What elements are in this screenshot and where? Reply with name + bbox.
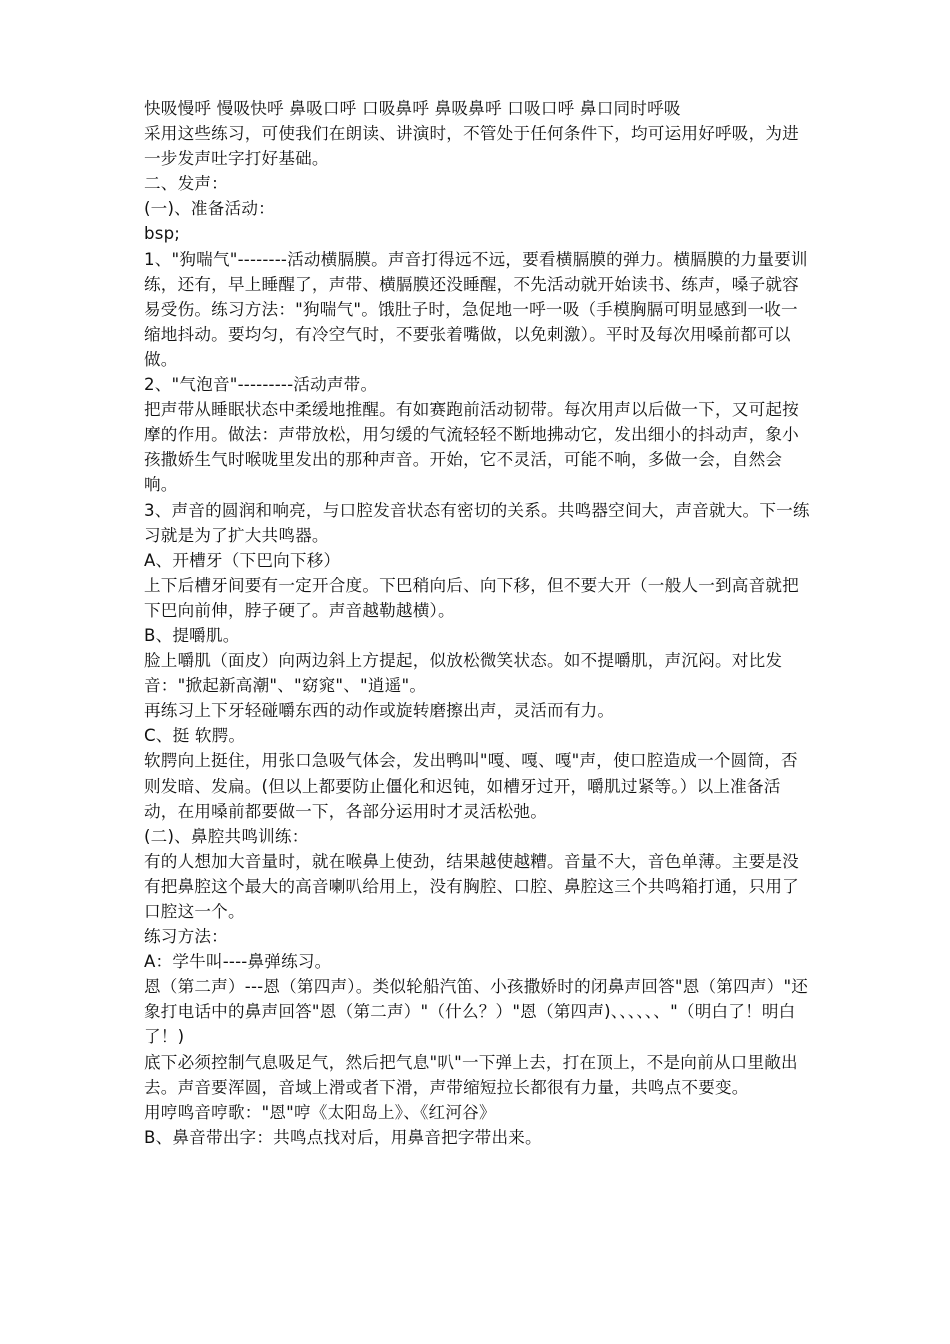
subsection-heading-preparation: (一)、准备活动：	[144, 199, 275, 219]
paragraph-open-molars: 上下后槽牙间要有一定开合度。下巴稍向后、向下移，但不要大开（一般人一到高音就把下巴向前伸，脖子硬了。声音越勒越横）。	[144, 575, 799, 620]
paragraph-dog-panting: 1、"狗喘气"--------活动横膈膜。声音打得远不远，要看横膈膜的弹力。横膈膜的力量要训练，还有，早上睡醒了，声带、横膈膜还没睡醒，不先活动就开始读书、练声，嗓子就容易受伤。练习方法："狗喘气"。饿肚子时，急促地一呼一吸（手模胸膈可明显感到一收一缩地抖动。要均匀，有冷空气时，不要张着嘴做，以免刺激）。平时及每次用嗓前都可以做。	[144, 249, 808, 369]
paragraph-breathing-summary: 采用这些练习，可使我们在朗读、讲演时，不管处于任何条件下，均可运用好呼吸，为进一步发声吐字打好基础。	[144, 124, 799, 169]
paragraph-teeth-practice: 再练习上下牙轻碰嚼东西的动作或旋转磨擦出声，灵活而有力。	[144, 701, 615, 721]
paragraph-humming: 用哼鸣音哼歌："恩"哼《太阳岛上》、《红河谷》	[144, 1102, 496, 1122]
paragraph-nasal-resonance: 有的人想加大音量时，就在喉鼻上使劲，结果越使越糟。音量不大，音色单薄。主要是没有把鼻腔这个最大的高音喇叭给用上，没有胸腔、口腔、鼻腔这三个共鸣箱打通，只用了口腔这一个。	[144, 851, 799, 921]
paragraph-breath-control: 底下必须控制气息吸足气，然后把气息"叭"一下弹上去，打在顶上，不是向前从口里敞出去。声音要浑圆，音域上滑或者下滑，声带缩短拉长都很有力量，共鸣点不要变。	[144, 1052, 798, 1097]
heading-open-molars: A、开槽牙（下巴向下移）	[144, 550, 341, 570]
paragraph-nasal-words: B、鼻音带出字：共鸣点找对后，用鼻音把字带出来。	[144, 1127, 542, 1147]
paragraph-breathing-modes: 快吸慢呼 慢吸快呼 鼻吸口呼 口吸鼻呼 鼻吸鼻呼 口吸口呼 鼻口同时呼吸	[144, 99, 681, 118]
subsection-heading-nasal-resonance: (二)、鼻腔共鸣训练：	[144, 826, 309, 846]
stray-text-bsp: bsp;	[144, 224, 181, 244]
paragraph-resonance-intro: 3、声音的圆润和响亮，与口腔发音状态有密切的关系。共鸣器空间大，声音就大。下一练习就是为了扩大共鸣器。	[144, 500, 810, 545]
heading-soft-palate: C、挺 软腭。	[144, 726, 246, 746]
heading-cow-call: A：学牛叫----鼻弹练习。	[144, 952, 332, 972]
paragraph-soft-palate: 软腭向上挺住，用张口急吸气体会，发出鸭叫"嘎、嘎、嘎"声，使口腔造成一个圆筒，否则发暗、发扁。(但以上都要防止僵化和迟钝，如槽牙过开，嚼肌过紧等。）以上准备活动，在用嗓前都要做一下，各部分运用时才灵活松弛。	[144, 751, 798, 821]
heading-lift-masseter: B、提嚼肌。	[144, 625, 240, 645]
paragraph-en-tones: 恩（第二声）---恩（第四声）。类似轮船汽笛、小孩撒娇时的闭鼻声回答"恩（第四声）"还象打电话中的鼻声回答"恩（第二声）"（什么？）"恩（第四声)、、、、、、"（明白了！明白了！)	[144, 977, 809, 1047]
heading-bubble-sound: 2、"气泡音"---------活动声带。	[144, 375, 378, 395]
heading-practice-method: 练习方法：	[144, 927, 228, 947]
section-heading-phonation: 二、发声：	[144, 174, 228, 194]
paragraph-bubble-sound: 把声带从睡眠状态中柔缓地推醒。有如赛跑前活动韧带。每次用声以后做一下，又可起按摩的作用。做法：声带放松，用匀缓的气流轻轻不断地拂动它，发出细小的抖动声，象小孩撒娇生气时喉咙里发出的那种声音。开始，它不灵活，可能不响，多做一会，自然会响。	[144, 400, 799, 495]
document-body	[144, 96, 814, 1150]
paragraph-lift-masseter: 脸上嚼肌（面皮）向两边斜上方提起，似放松微笑状态。如不提嚼肌，声沉闷。对比发音："掀起新高潮"、"窈窕"、"逍遥"。	[144, 651, 783, 696]
